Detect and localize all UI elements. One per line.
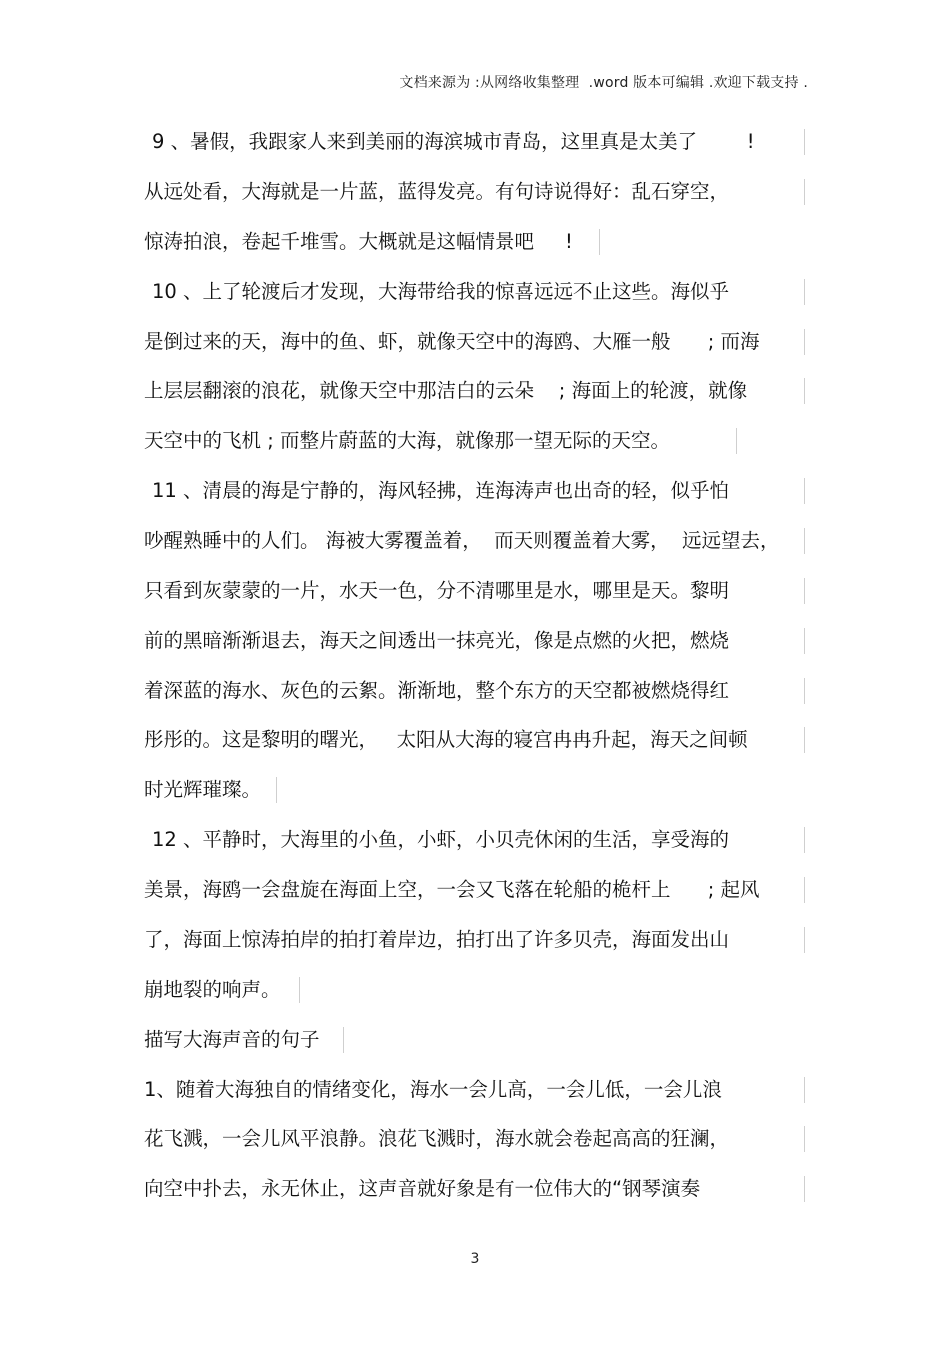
- line-end-marker: [804, 1176, 805, 1202]
- line-end-marker: [736, 428, 737, 454]
- line-end-marker: [804, 1126, 805, 1152]
- text-line: 是倒过来的天，海中的鱼、虾，就像天空中的海鸥、大雁一般 ; 而海: [144, 330, 760, 353]
- line-end-marker: [299, 977, 300, 1003]
- line-end-marker: [804, 678, 805, 704]
- text-line: 彤彤的。这是黎明的曙光， 太阳从大海的寝宫冉冉升起，海天之间顿: [144, 728, 748, 751]
- text-line: 前的黑暗渐渐退去，海天之间透出一抹亮光，像是点燃的火把，燃烧: [144, 629, 730, 652]
- text-line: 上层层翻滚的浪花，就像天空中那洁白的云朵 ; 海面上的轮渡，就像: [144, 379, 748, 402]
- line-end-marker: [804, 478, 805, 504]
- line-end-marker: [804, 1077, 805, 1103]
- text-line: 1、随着大海独自的情绪变化，海水一会儿高，一会儿低，一会儿浪: [144, 1078, 722, 1101]
- line-end-marker: [276, 777, 277, 803]
- text-line: 吵醒熟睡中的人们。 海被大雾覆盖着， 而天则覆盖着大雾， 远远望去，: [144, 529, 780, 552]
- line-end-marker: [804, 877, 805, 903]
- text-line: 着深蓝的海水、灰色的云絮。渐渐地，整个东方的天空都被燃烧得红: [144, 679, 730, 702]
- text-line: 时光辉璀璨。: [144, 778, 262, 801]
- line-end-marker: [804, 727, 805, 753]
- page-header-source-note: 文档来源为 :从网络收集整理 .word 版本可编辑 .欢迎下载支持 .: [399, 75, 808, 91]
- text-line: 崩地裂的响声。: [144, 978, 281, 1001]
- page-number: 3: [470, 1251, 480, 1267]
- line-end-marker: [343, 1027, 344, 1053]
- text-line: 花飞溅，一会儿风平浪静。浪花飞溅时，海水就会卷起高高的狂澜，: [144, 1127, 730, 1150]
- line-end-marker: [804, 827, 805, 853]
- text-line: 美景，海鸥一会盘旋在海面上空，一会又飞落在轮船的桅杆上 ; 起风: [144, 878, 760, 901]
- line-end-marker: [804, 578, 805, 604]
- line-end-marker: [804, 279, 805, 305]
- line-end-marker: [804, 528, 805, 554]
- text-line: 向空中扑去，永无休止，这声音就好象是有一位伟大的“钢琴演奏: [144, 1177, 701, 1200]
- text-line: 10 、上了轮渡后才发现，大海带给我的惊喜远远不止这些。海似乎: [152, 280, 730, 303]
- line-end-marker: [804, 129, 805, 155]
- line-end-marker: [804, 179, 805, 205]
- text-line: 只看到灰蒙蒙的一片，水天一色，分不清哪里是水，哪里是天。黎明: [144, 579, 730, 602]
- text-line: 天空中的飞机 ; 而整片蔚蓝的大海，就像那一望无际的天空。: [144, 429, 670, 452]
- text-line: 了，海面上惊涛拍岸的拍打着岸边，拍打出了许多贝壳，海面发出山: [144, 928, 730, 951]
- line-end-marker: [804, 329, 805, 355]
- section-heading: 描写大海声音的句子: [144, 1028, 320, 1051]
- line-end-marker: [804, 927, 805, 953]
- text-line: 9 、暑假，我跟家人来到美丽的海滨城市青岛，这里真是太美了 !: [152, 130, 755, 153]
- text-line: 惊涛拍浪，卷起千堆雪。大概就是这幅情景吧 !: [144, 230, 573, 253]
- line-end-marker: [599, 229, 600, 255]
- text-line: 11 、清晨的海是宁静的，海风轻拂，连海涛声也出奇的轻，似乎怕: [152, 479, 730, 502]
- text-line: 从远处看，大海就是一片蓝，蓝得发亮。有句诗说得好：乱石穿空，: [144, 180, 730, 203]
- text-line: 12 、平静时，大海里的小鱼，小虾，小贝壳休闲的生活，享受海的: [152, 828, 730, 851]
- line-end-marker: [804, 628, 805, 654]
- line-end-marker: [804, 378, 805, 404]
